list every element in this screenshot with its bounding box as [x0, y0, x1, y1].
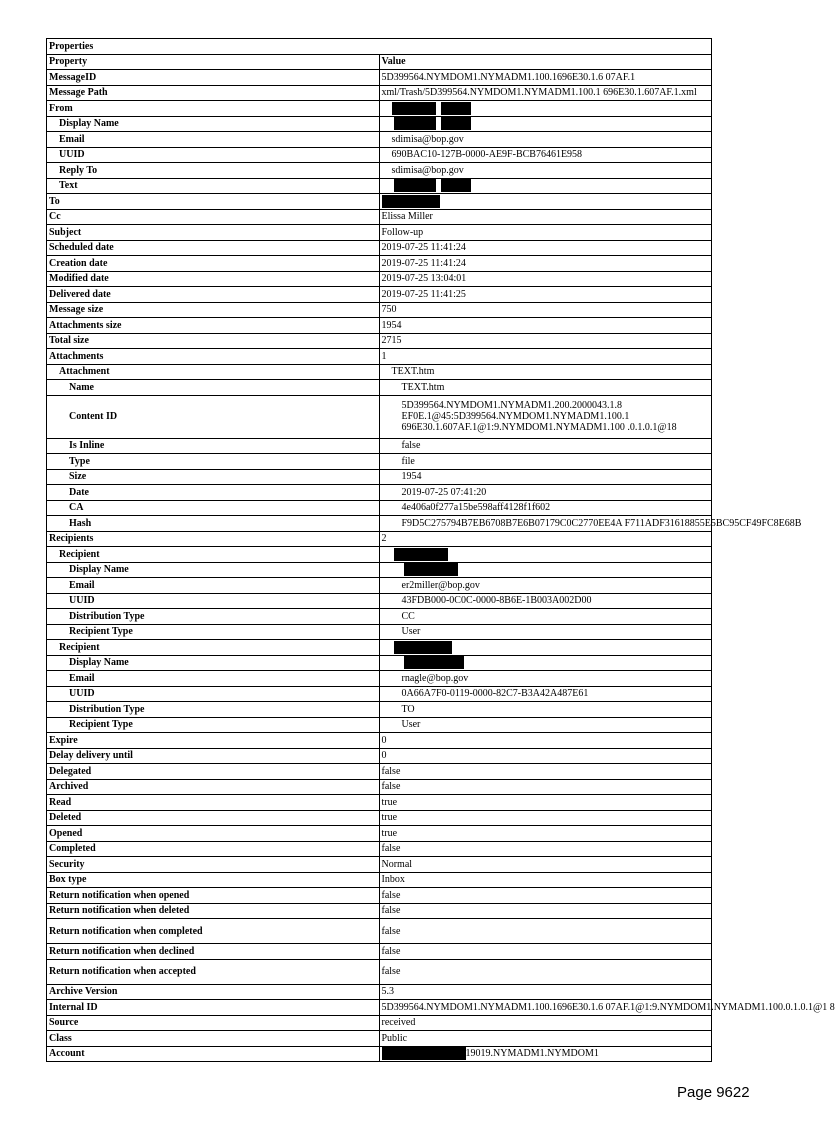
table-row [47, 271, 712, 287]
row-value: 2019-07-25 11:41:24 [379, 256, 712, 272]
page-number: Page 9622 [677, 1084, 750, 1101]
row-value: Inbox [379, 872, 712, 888]
table-row [47, 764, 712, 780]
row-value: 1954 [379, 469, 712, 485]
table-row [47, 779, 712, 795]
row-label: From [47, 101, 380, 117]
row-label: Recipient Type [47, 717, 380, 733]
row-value: 5D399564.NYMDOM1.NYMADM1.100.1696E30.1.6 07AF.1 [379, 70, 712, 86]
table-column-header [47, 54, 712, 70]
row-value: 2019-07-25 13:04:01 [379, 271, 712, 287]
table-row [47, 578, 712, 594]
row-value: er2miller@bop.gov [379, 578, 712, 594]
row-value: false [379, 888, 712, 904]
table-row [47, 919, 712, 944]
row-label: Distribution Type [47, 702, 380, 718]
row-value [379, 194, 712, 210]
row-value: 2019-07-25 07:41:20 [379, 485, 712, 501]
row-value: false [379, 841, 712, 857]
row-label: Display Name [47, 655, 380, 671]
row-label: Creation date [47, 256, 380, 272]
row-value: 2715 [379, 333, 712, 349]
row-label: Internal ID [47, 1000, 380, 1016]
row-value: sdimisa@bop.gov [379, 132, 712, 148]
table-row [47, 85, 712, 101]
row-value: rnagle@bop.gov [379, 671, 712, 687]
row-value: 5.3 [379, 984, 712, 1000]
row-value: TO [379, 702, 712, 718]
table-row [47, 733, 712, 749]
table-row [47, 485, 712, 501]
section-title: Properties [47, 39, 712, 55]
row-value: 0A66A7F0-0119-0000-82C7-B3A42A487E61 [379, 686, 712, 702]
row-value: 750 [379, 302, 712, 318]
table-row [47, 380, 712, 396]
row-label: To [47, 194, 380, 210]
table-row [47, 547, 712, 563]
row-label: Class [47, 1031, 380, 1047]
row-value: false [379, 438, 712, 454]
row-label: Completed [47, 841, 380, 857]
row-label: Attachments size [47, 318, 380, 334]
row-value: true [379, 795, 712, 811]
table-row [47, 655, 712, 671]
table-row [47, 302, 712, 318]
row-value: 1954 [379, 318, 712, 334]
row-label: Is Inline [47, 438, 380, 454]
row-label: Recipient [47, 640, 380, 656]
table-row [47, 748, 712, 764]
row-value [379, 547, 712, 563]
table-row [47, 132, 712, 148]
row-value: 1 [379, 349, 712, 365]
table-row [47, 717, 712, 733]
table-row [47, 116, 712, 132]
row-label: Total size [47, 333, 380, 349]
redaction-block [392, 102, 436, 115]
row-value: false [379, 919, 712, 944]
row-label: Scheduled date [47, 240, 380, 256]
row-value: false [379, 959, 712, 984]
row-value [379, 640, 712, 656]
row-value: 0 [379, 748, 712, 764]
row-label: UUID [47, 593, 380, 609]
row-label: Delivered date [47, 287, 380, 303]
row-value: 4e406a0f277a15be598aff4128f1f602 [379, 500, 712, 516]
row-label: Reply To [47, 163, 380, 179]
row-label: Return notification when completed [47, 919, 380, 944]
table-row [47, 841, 712, 857]
row-label: Security [47, 857, 380, 873]
row-label: Return notification when deleted [47, 903, 380, 919]
table-row [47, 888, 712, 904]
row-value: 2019-07-25 11:41:24 [379, 240, 712, 256]
row-label: Return notification when accepted [47, 959, 380, 984]
row-value: Public [379, 1031, 712, 1047]
table-row [47, 70, 712, 86]
row-label: Display Name [47, 116, 380, 132]
redaction-block [404, 563, 458, 576]
table-row [47, 1000, 712, 1016]
row-label: Email [47, 132, 380, 148]
table-row [47, 101, 712, 117]
row-label: Type [47, 454, 380, 470]
row-label: Hash [47, 516, 380, 532]
table-row [47, 469, 712, 485]
row-value: true [379, 810, 712, 826]
table-row [47, 163, 712, 179]
row-value: false [379, 944, 712, 960]
row-label: Size [47, 469, 380, 485]
row-value: 2 [379, 531, 712, 547]
table-row [47, 686, 712, 702]
row-value: sdimisa@bop.gov [379, 163, 712, 179]
properties-table [46, 38, 835, 1062]
redaction-block [441, 179, 471, 192]
row-value: false [379, 903, 712, 919]
table-row [47, 531, 712, 547]
row-label: Read [47, 795, 380, 811]
table-row [47, 147, 712, 163]
row-value: User [379, 624, 712, 640]
table-row [47, 702, 712, 718]
row-value: 690BAC10-127B-0000-AE9F-BCB76461E958 [379, 147, 712, 163]
row-value: TEXT.htm [379, 364, 712, 380]
row-label: MessageID [47, 70, 380, 86]
table-row [47, 318, 712, 334]
row-label: UUID [47, 147, 380, 163]
redaction-block [404, 656, 464, 669]
row-value [379, 562, 712, 578]
row-label: Cc [47, 209, 380, 225]
table-row [47, 593, 712, 609]
content-id-line: EF0E.1@45:5D399564.NYMDOM1.NYMADM1.100.1 [401, 411, 630, 422]
account-suffix: 19019.NYMADM1.NYMDOM1 [465, 1048, 599, 1060]
row-label: Account [47, 1046, 380, 1062]
row-label: Return notification when opened [47, 888, 380, 904]
table-row [47, 194, 712, 210]
table-row [47, 364, 712, 380]
table-row [47, 209, 712, 225]
row-label: Email [47, 578, 380, 594]
row-value: Elissa Miller [379, 209, 712, 225]
table-row [47, 857, 712, 873]
table-row [47, 959, 712, 984]
row-label: Expire [47, 733, 380, 749]
table-row [47, 178, 712, 194]
table-row [47, 1046, 712, 1062]
table-row [47, 516, 712, 532]
row-value: 43FDB000-0C0C-0000-8B6E-1B003A002D00 [379, 593, 712, 609]
row-value: false [379, 779, 712, 795]
row-label: Attachments [47, 349, 380, 365]
table-row [47, 944, 712, 960]
redaction-block [394, 179, 436, 192]
row-value: 2019-07-25 11:41:25 [379, 287, 712, 303]
row-value [379, 395, 712, 438]
row-label: Display Name [47, 562, 380, 578]
row-label: Date [47, 485, 380, 501]
table-row [47, 640, 712, 656]
row-label: Content ID [47, 395, 380, 438]
table-row [47, 395, 712, 438]
row-value [379, 116, 712, 132]
row-value: 0 [379, 733, 712, 749]
table-row [47, 256, 712, 272]
row-label: Recipient [47, 547, 380, 563]
row-value: true [379, 826, 712, 842]
row-label: Source [47, 1015, 380, 1031]
redaction-block [382, 1047, 466, 1060]
table-row [47, 1031, 712, 1047]
row-value [379, 178, 712, 194]
content-id-line: 5D399564.NYMDOM1.NYMADM1.200.2000043.1.8 [401, 400, 623, 411]
table-row [47, 826, 712, 842]
row-value: false [379, 764, 712, 780]
row-label: Deleted [47, 810, 380, 826]
row-label: UUID [47, 686, 380, 702]
table-row [47, 609, 712, 625]
table-row [47, 438, 712, 454]
table-row [47, 287, 712, 303]
column-header-property: Property [47, 54, 380, 70]
table-row [47, 333, 712, 349]
table-section-header [47, 39, 712, 55]
row-label: Return notification when declined [47, 944, 380, 960]
row-value: CC [379, 609, 712, 625]
row-label: Delay delivery until [47, 748, 380, 764]
row-value [379, 101, 712, 117]
table-row [47, 349, 712, 365]
table-row [47, 872, 712, 888]
redaction-block [394, 641, 452, 654]
row-label: Recipients [47, 531, 380, 547]
redaction-block [382, 195, 440, 208]
row-label: Message Path [47, 85, 380, 101]
redaction-block [441, 102, 471, 115]
redaction-block [394, 548, 448, 561]
table-row [47, 562, 712, 578]
row-value: TEXT.htm [379, 380, 712, 396]
row-value: F9D5C275794B7EB6708B7E6B07179C0C2770EE4A F711ADF31618855E5BC95CF49FC8E68B [379, 516, 712, 532]
row-value: Follow-up [379, 225, 712, 241]
row-label: Archived [47, 779, 380, 795]
row-label: Box type [47, 872, 380, 888]
table-row [47, 795, 712, 811]
table-row [47, 500, 712, 516]
row-label: Subject [47, 225, 380, 241]
row-label: Name [47, 380, 380, 396]
row-label: Distribution Type [47, 609, 380, 625]
row-value: file [379, 454, 712, 470]
row-value: 5D399564.NYMDOM1.NYMADM1.100.1696E30.1.6 07AF.1@1:9.NYMDOM1.NYMADM1.100.0.1.0.1@1 8 [379, 1000, 712, 1016]
row-label: Archive Version [47, 984, 380, 1000]
row-label: Text [47, 178, 380, 194]
row-label: Message size [47, 302, 380, 318]
row-label: Recipient Type [47, 624, 380, 640]
row-label: Modified date [47, 271, 380, 287]
redaction-block [441, 117, 471, 130]
content-id-line: 696E30.1.607AF.1@1:9.NYMDOM1.NYMADM1.100 .0.1.0.1@18 [401, 422, 677, 433]
row-label: Email [47, 671, 380, 687]
table-row [47, 454, 712, 470]
row-value: User [379, 717, 712, 733]
row-value [379, 655, 712, 671]
table-row [47, 903, 712, 919]
row-value: Normal [379, 857, 712, 873]
row-label: Opened [47, 826, 380, 842]
table-row [47, 240, 712, 256]
table-row [47, 671, 712, 687]
row-value: xml/Trash/5D399564.NYMDOM1.NYMADM1.100.1 696E30.1.607AF.1.xml [379, 85, 712, 101]
column-header-value: Value [379, 54, 712, 70]
table-row [47, 225, 712, 241]
table-row [47, 1015, 712, 1031]
row-value [379, 1046, 712, 1062]
table-row [47, 624, 712, 640]
row-label: CA [47, 500, 380, 516]
row-label: Delegated [47, 764, 380, 780]
table-row [47, 810, 712, 826]
row-label: Attachment [47, 364, 380, 380]
redaction-block [394, 117, 436, 130]
table-row [47, 984, 712, 1000]
row-value: received [379, 1015, 712, 1031]
